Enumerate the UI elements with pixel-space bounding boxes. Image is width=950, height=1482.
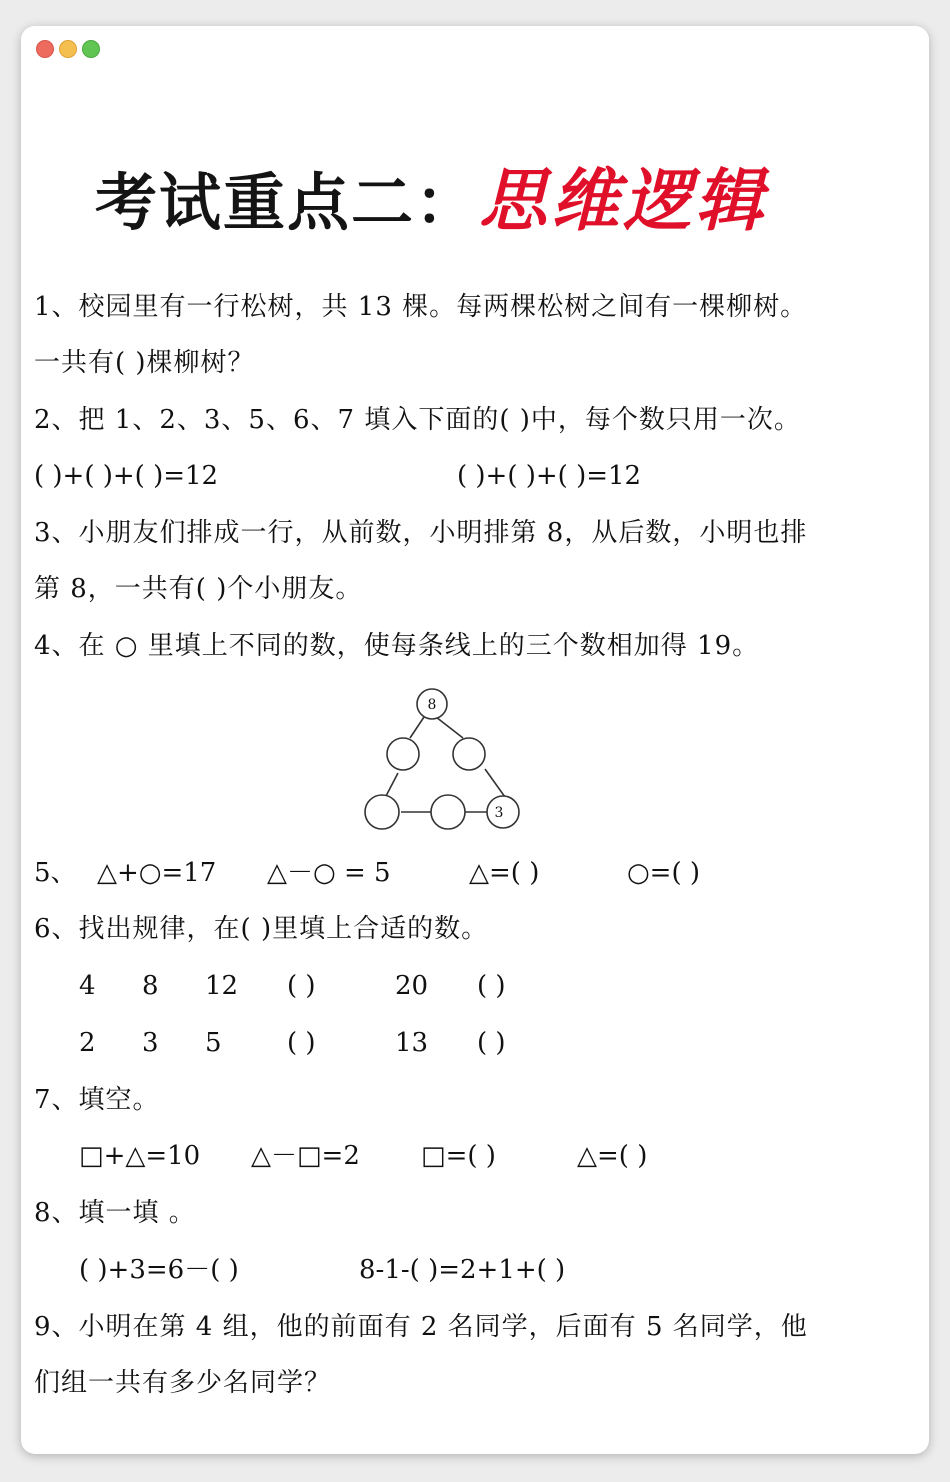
q2-line1: 2、把 1、2、3、5、6、7 填入下面的( )中，每个数只用一次。 [34,405,801,435]
q6-row2-item-6: ( ) [477,1028,506,1058]
q7-equation-1: □+△=10 [79,1141,201,1171]
q2-equation-right: ( )+( )+( )=12 [457,461,642,491]
diagram-corner-number: 3 [494,805,504,821]
q8-equation-2: 8-1-( )=2+1+( ) [359,1255,566,1285]
q5-equation-3: △=( ) [469,858,540,888]
diagram-edge-left-bottom [386,773,398,796]
q2-equation-left: ( )+( )+( )=12 [34,461,219,491]
q6-row1-item-3: 12 [205,971,239,1001]
zoom-icon[interactable] [82,40,100,58]
close-icon[interactable] [36,40,54,58]
q5-label: 5、 [34,858,77,888]
document-window [21,26,929,1454]
q6-row2-item-4: ( ) [287,1028,316,1058]
q3-line2: 第 8，一共有( )个小朋友。 [34,574,363,604]
diagram-edge-left-top [410,717,424,738]
q6-row1-item-2: 8 [142,971,159,1001]
window-titlebar [21,26,929,70]
diagram-circle-bottom-left [365,795,399,829]
diagram-edge-right-top [436,717,463,738]
triangle-circle-diagram [357,682,527,832]
diagram-top-number: 8 [427,697,437,713]
q6-row1-item-6: ( ) [477,971,506,1001]
q6-row1-item-4: ( ) [287,971,316,1001]
diagram-circle-bottom-mid [431,795,465,829]
q5-equation-1: △+○=17 [97,858,217,888]
q5-equation-2: △－○ = 5 [267,858,391,888]
q6-row2-item-1: 2 [79,1028,96,1058]
q7-line1: 7、填空。 [34,1085,160,1115]
diagram-circle-left-mid [387,738,419,770]
q7-equation-3: □=( ) [421,1141,496,1171]
q6-row2-item-3: 5 [205,1028,222,1058]
q3-line1: 3、小朋友们排成一行，从前数，小明排第 8，从后数，小明也排 [34,518,808,548]
q7-equation-4: △=( ) [577,1141,648,1171]
q8-line1: 8、填一填 。 [34,1198,196,1228]
q6-row1-item-5: 20 [395,971,429,1001]
title-black-part: 考试重点二： [95,166,480,239]
q4-line1: 4、在 ○ 里填上不同的数，使每条线上的三个数相加得 19。 [34,631,760,661]
q6-row2-item-5: 13 [395,1028,429,1058]
q6-line1: 6、找出规律，在( )里填上合适的数。 [34,914,489,944]
q7-equation-2: △－□=2 [251,1141,360,1171]
q1-line1: 1、校园里有一行松树，共 13 棵。每两棵松树之间有一棵柳树。 [34,292,808,322]
q1-line2: 一共有( )棵柳树？ [34,348,255,378]
diagram-edge-right-bottom [485,769,505,797]
diagram-circle-right-mid [453,738,485,770]
page-title [95,162,767,242]
q9-line1: 9、小明在第 4 组，他的前面有 2 名同学，后面有 5 名同学，他 [34,1312,808,1342]
q5-equation-4: ○=( ) [627,858,701,888]
minimize-icon[interactable] [59,40,77,58]
q8-equation-1: ( )+3=6－( ) [79,1255,239,1285]
q9-line2: 们组一共有多少名同学？ [34,1368,332,1398]
q6-row1-item-1: 4 [79,971,96,1001]
q6-row2-item-2: 3 [142,1028,159,1058]
title-red-part: 思维逻辑 [479,162,768,241]
